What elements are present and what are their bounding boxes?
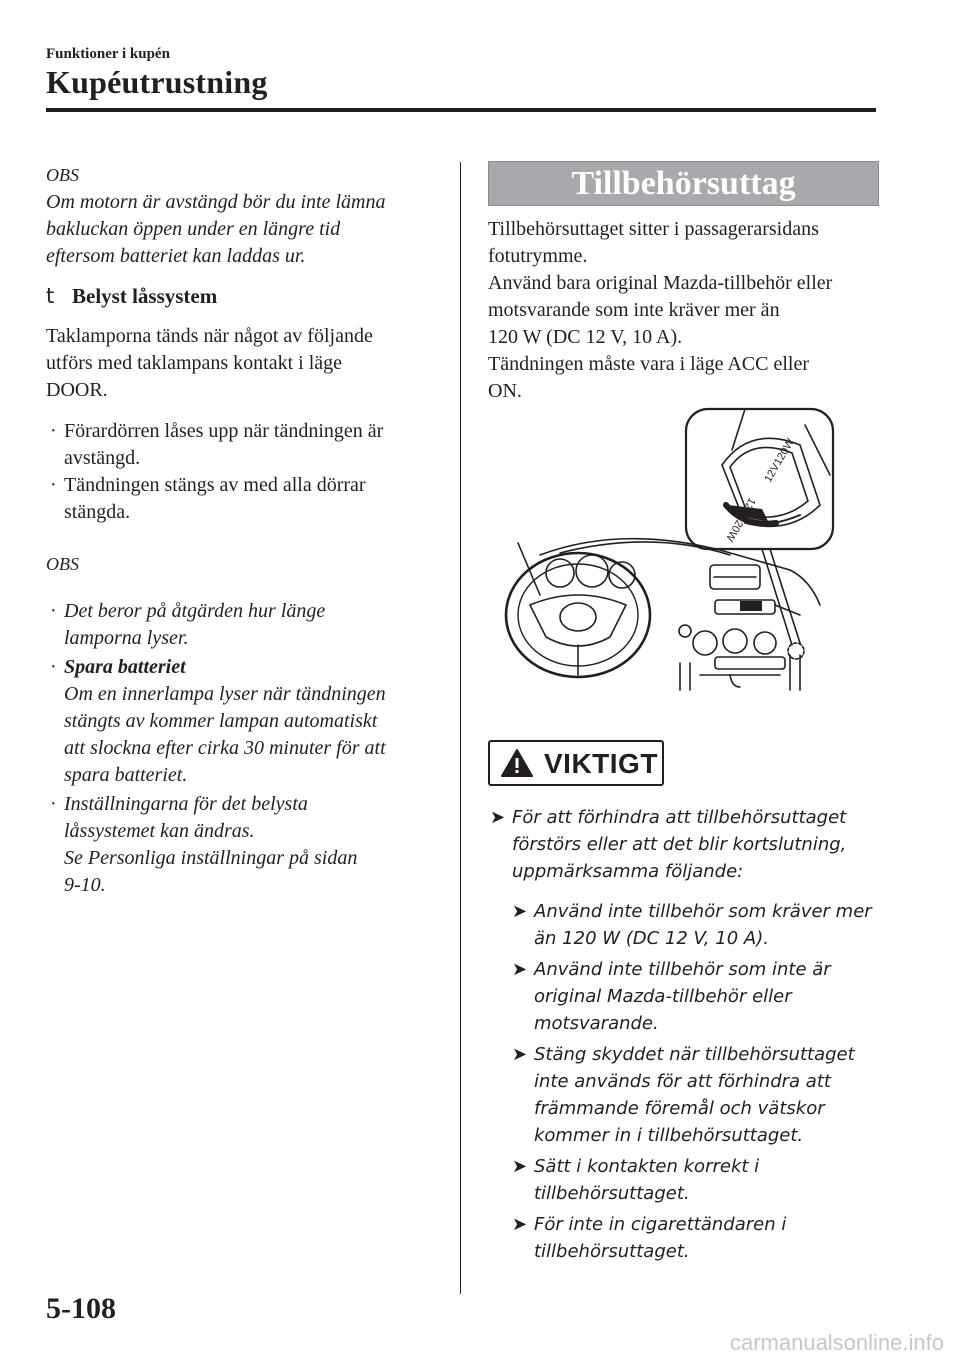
text-line: Inställningarna för det belysta xyxy=(64,793,308,815)
column-divider xyxy=(460,162,461,1294)
note-line: eftersom batteriet kan laddas ur. xyxy=(46,245,306,267)
text-line: stängda. xyxy=(64,501,131,523)
text-line: Tillbehörsuttaget sitter i passagerarsidans xyxy=(488,218,819,240)
warning-triangle-icon xyxy=(500,748,534,778)
text-line: avstängd. xyxy=(64,447,141,469)
note-obs-1 xyxy=(46,162,442,270)
warning-subitem xyxy=(512,1153,882,1207)
text-line: förstörs eller att det blir kortslutning, xyxy=(512,834,847,855)
note-label: OBS xyxy=(46,554,79,574)
subhead-text: Belyst låssystem xyxy=(72,284,218,308)
arrow-right-icon: ➤ xyxy=(512,1156,528,1177)
subheading-belyst-lassystem xyxy=(46,283,442,310)
note-item xyxy=(46,654,442,789)
text-line: Taklamporna tänds när något av följande xyxy=(46,325,373,347)
bullet-dot-icon: · xyxy=(50,656,57,678)
text-line: att slockna efter cirka 30 minuter för att xyxy=(64,737,386,759)
warning-label-text: VIKTIGT xyxy=(544,748,658,779)
text-line: DOOR. xyxy=(46,379,108,401)
dashboard-illustration xyxy=(500,405,845,695)
text-line: spara batteriet. xyxy=(64,764,188,786)
section-banner: Tillbehörsuttag xyxy=(488,161,879,206)
arrow-right-icon: ➤ xyxy=(512,959,528,980)
text-line: stängts av kommer lampan automatiskt xyxy=(64,710,378,732)
note-item xyxy=(46,598,442,652)
bullet-dot-icon: · xyxy=(50,793,57,815)
warning-sublist xyxy=(512,898,882,1265)
warning-main-item xyxy=(490,804,880,885)
text-line: låssystemet kan ändras. xyxy=(64,820,255,842)
text-line: motsvarande. xyxy=(534,1013,659,1034)
text-line: lamporna lyser. xyxy=(64,627,189,649)
note-line: bakluckan öppen under en längre tid xyxy=(46,218,341,240)
page-number: 5-108 xyxy=(46,1292,116,1325)
bullet-dot-icon: · xyxy=(50,420,57,442)
chapter-title: Funktioner i kupén xyxy=(46,46,170,62)
source-watermark: carmanualsonline.info xyxy=(729,1330,944,1355)
bullet-dot-icon: · xyxy=(50,600,57,622)
text-line: original Mazda-tillbehör eller xyxy=(534,986,792,1007)
section-title: Kupéutrustning xyxy=(46,64,268,100)
bullet-item xyxy=(46,418,442,472)
text-line: främmande föremål och vätskor xyxy=(534,1098,825,1119)
text-line: Använd bara original Mazda-tillbehör eller xyxy=(488,272,833,294)
warning-subitem xyxy=(512,1211,882,1265)
note-label: OBS xyxy=(46,165,79,185)
text-line: Se Personliga inställningar på sidan xyxy=(64,847,358,869)
text-line: kommer in i tillbehörsuttaget. xyxy=(534,1125,804,1146)
text-line: utförs med taklampans kontakt i läge xyxy=(46,352,343,374)
bullet-list xyxy=(46,418,442,526)
socket-rating-label: 12V120W xyxy=(762,436,797,485)
header-rule xyxy=(46,108,876,112)
arrow-right-icon: ➤ xyxy=(512,1044,528,1065)
note-obs-2 xyxy=(46,551,442,899)
text-line: Om en innerlampa lyser när tändningen xyxy=(64,683,386,705)
text-line: fotutrymme. xyxy=(488,245,588,267)
text-line: Förardörren låses upp när tändningen är xyxy=(64,420,384,442)
text-line: tillbehörsuttaget. xyxy=(534,1183,690,1204)
text-line: För inte in cigarettändaren i xyxy=(534,1214,787,1235)
warning-main xyxy=(490,804,880,885)
text-line: inte används för att förhindra att xyxy=(534,1071,831,1092)
arrow-right-icon: ➤ xyxy=(512,901,528,922)
text-line: 9-10. xyxy=(64,874,106,896)
text-line: uppmärksamma följande: xyxy=(512,861,744,882)
text-line: tillbehörsuttaget. xyxy=(534,1241,690,1262)
text-line: Använd inte tillbehör som kräver mer xyxy=(534,901,872,922)
text-line: Tändningen måste vara i läge ACC eller xyxy=(488,353,810,375)
warning-subitem xyxy=(512,956,882,1037)
text-line: Använd inte tillbehör som inte är xyxy=(534,959,831,980)
warning-label xyxy=(488,740,664,786)
text-line: ON. xyxy=(488,380,522,402)
note-item xyxy=(46,791,442,899)
warning-subitem xyxy=(512,1041,882,1149)
socket-rating-label-mirrored: 12V120W xyxy=(723,495,758,544)
text-line: Det beror på åtgärden hur länge xyxy=(64,600,326,622)
arrow-right-icon: ➤ xyxy=(490,807,506,828)
text-line: motsvarande som inte kräver mer än xyxy=(488,299,780,321)
arrow-right-icon: ➤ xyxy=(512,1214,528,1235)
text-line: För att förhindra att tillbehörsuttaget xyxy=(512,807,847,828)
warning-subitem xyxy=(512,898,882,952)
note-item-title: Spara batteriet xyxy=(64,656,186,678)
bullet-item xyxy=(46,472,442,526)
bullet-dot-icon: · xyxy=(50,474,57,496)
text-line: än 120 W (DC 12 V, 10 A). xyxy=(534,928,769,949)
text-line: 120 W (DC 12 V, 10 A). xyxy=(488,326,683,348)
note-line: Om motorn är avstängd bör du inte lämna xyxy=(46,191,386,213)
text-line: Stäng skyddet när tillbehörsuttaget xyxy=(534,1044,855,1065)
intro-paragraph xyxy=(46,323,442,404)
text-line: Sätt i kontakten korrekt i xyxy=(534,1156,760,1177)
subhead-marker-icon: t xyxy=(46,284,55,308)
text-line: Tändningen stängs av med alla dörrar xyxy=(64,474,366,496)
accessory-paragraph xyxy=(488,216,880,405)
